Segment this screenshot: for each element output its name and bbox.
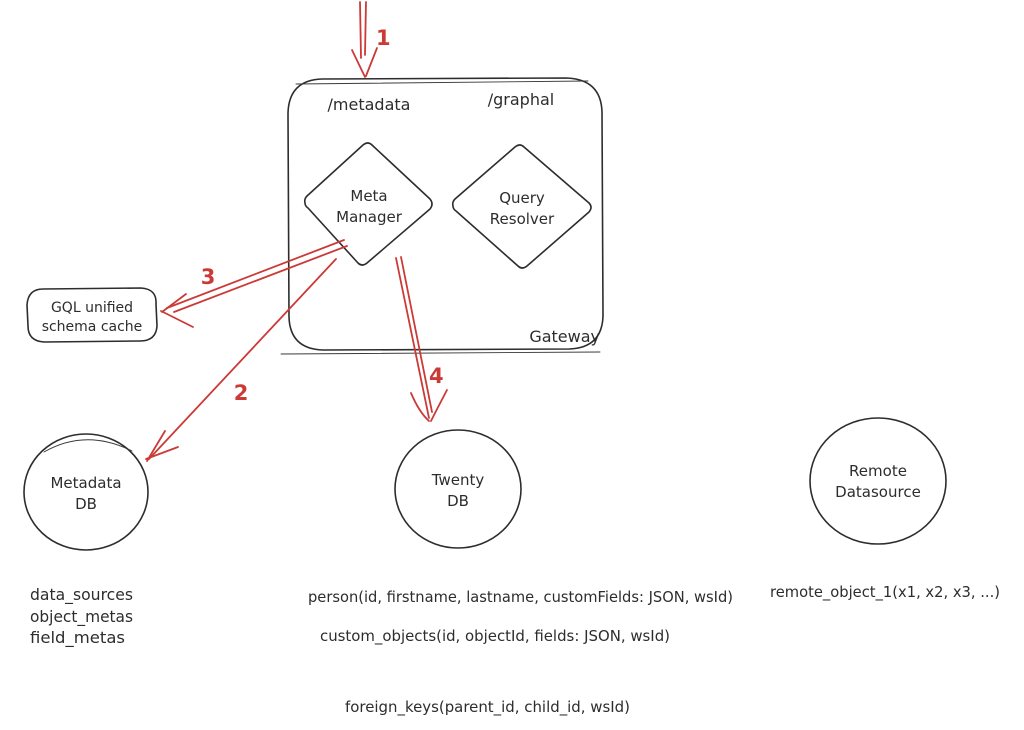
metadata-db-table-2: object_metas xyxy=(30,607,138,626)
flow-arrow-3-label: 3 xyxy=(200,265,216,289)
twenty-db-node xyxy=(395,430,521,548)
metadata-db-label-line2: DB xyxy=(75,495,97,513)
flow-arrow-2 xyxy=(146,259,336,461)
query-resolver-label-line2: Resolver xyxy=(489,210,555,228)
flow-arrow-3-shaft xyxy=(167,240,344,308)
twenty-db-circle xyxy=(395,430,521,548)
gateway-box-sketch-bottom xyxy=(281,352,600,354)
metadata-db-sketch xyxy=(44,440,132,452)
flow-arrow-3 xyxy=(161,240,347,327)
schema-cache-node xyxy=(27,288,157,342)
flow-arrow-4 xyxy=(396,257,447,421)
twenty-db-label-line1: Twenty xyxy=(431,471,485,489)
endpoint-metadata-label: /metadata xyxy=(327,95,411,114)
flow-arrow-1-shaft xyxy=(360,2,361,58)
twenty-db-table-2: custom_objects(id, objectId, fields: JSON, wsId) xyxy=(320,627,672,645)
remote-datasource-label-line2: Datasource xyxy=(835,483,921,501)
metadata-db-node xyxy=(24,434,148,550)
twenty-db-table-3: foreign_keys(parent_id, child_id, wsId) xyxy=(345,698,632,716)
gateway-label: Gateway xyxy=(529,327,600,346)
flow-arrow-4-shaft xyxy=(396,258,429,418)
meta-manager-label-line2: Manager xyxy=(336,208,402,226)
metadata-db-label-line1: Metadata xyxy=(50,474,122,492)
remote-datasource-node xyxy=(810,418,946,544)
schema-cache-label-line2: schema cache xyxy=(41,319,143,335)
flow-arrow-4-label: 4 xyxy=(429,364,444,388)
remote-datasource-circle xyxy=(810,418,946,544)
meta-manager-label-line1: Meta xyxy=(350,187,388,205)
flow-arrow-2-label: 2 xyxy=(233,381,249,405)
gateway-box xyxy=(281,78,603,354)
query-resolver-label-line1: Query xyxy=(499,189,545,207)
flow-arrow-1 xyxy=(352,2,391,77)
query-resolver-node xyxy=(453,145,591,268)
twenty-db-label-line2: DB xyxy=(447,492,469,510)
flow-arrow-4-shaft-sketch xyxy=(401,257,432,412)
flow-arrow-2-shaft xyxy=(149,259,336,459)
endpoint-graphql-label: /graphal xyxy=(487,90,555,109)
metadata-db-table-3: field_metas xyxy=(30,628,123,647)
remote-datasource-table-1: remote_object_1(x1, x2, x3, ...) xyxy=(770,583,1005,601)
flow-arrow-1-label: 1 xyxy=(376,26,391,50)
metadata-db-circle xyxy=(24,434,148,550)
remote-datasource-label-line1: Remote xyxy=(849,462,907,480)
schema-cache-label-line1: GQL unified xyxy=(50,300,134,316)
flow-arrow-1-shaft-sketch xyxy=(365,2,366,55)
gateway-box-sketch-top xyxy=(296,81,588,84)
metadata-db-table-1: data_sources xyxy=(30,585,136,604)
twenty-db-table-1: person(id, firstname, lastname, customFields: JSON, wsId) xyxy=(308,588,733,606)
meta-manager-node xyxy=(305,143,432,265)
